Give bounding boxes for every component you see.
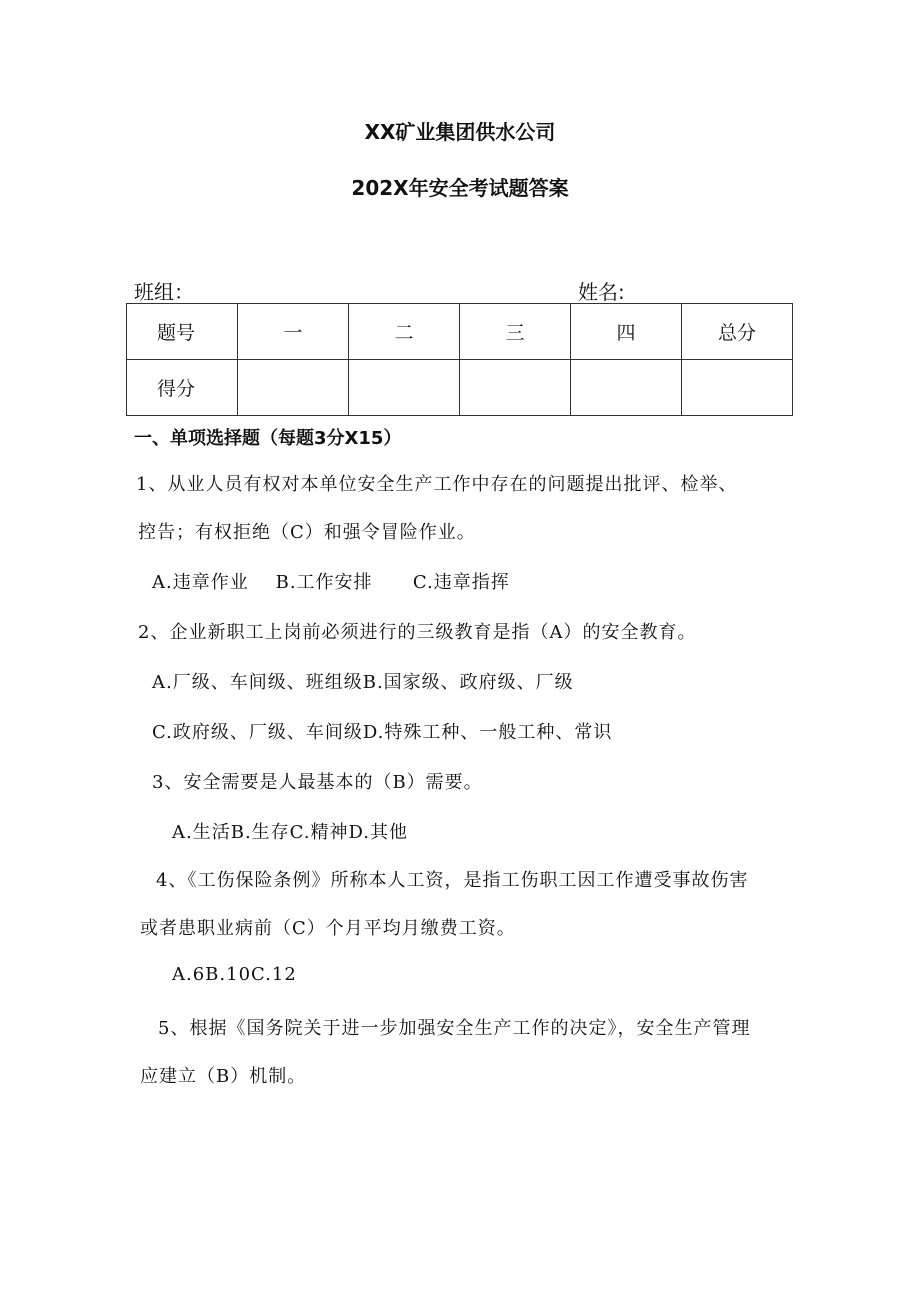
name-label: 姓名: — [578, 280, 625, 304]
header-cell-question-no: 题号 — [127, 304, 238, 360]
question-3-line-1: 3、安全需要是人最基本的（B）需要。 — [152, 772, 483, 793]
question-2-line-1: 2、企业新职工上岗前必须进行的三级教育是指（A）的安全教育。 — [138, 622, 697, 643]
question-2-options-1: A.厂级、车间级、班组级B.国家级、政府级、厂级 — [152, 672, 574, 693]
score-table — [126, 303, 793, 416]
question-5-line-1: 5、根据《国务院关于进一步加强安全生产工作的决定》，安全生产管理 — [158, 1018, 751, 1039]
company-title: XX矿业集团供水公司 — [364, 120, 556, 144]
question-4-line-1: 4、《工伤保险条例》所称本人工资，是指工伤职工因工作遭受事故伤害 — [156, 870, 749, 891]
header-cell-part-1: 一 — [238, 304, 349, 360]
exam-title: 202X年安全考试题答案 — [351, 176, 569, 200]
score-cell-part-1[interactable] — [238, 360, 349, 416]
question-1-options: A.违章作业 B.工作安排 C.违章指挥 — [152, 572, 510, 593]
question-1-line-2: 控告；有权拒绝（C）和强令冒险作业。 — [138, 522, 476, 543]
header-cell-part-4: 四 — [571, 304, 682, 360]
header-cell-part-2: 二 — [349, 304, 460, 360]
header-cell-part-3: 三 — [460, 304, 571, 360]
score-cell-part-4[interactable] — [571, 360, 682, 416]
section-heading: 一、单项选择题（每题3分X15） — [134, 428, 402, 449]
score-cell-part-3[interactable] — [460, 360, 571, 416]
score-row-label: 得分 — [127, 360, 238, 416]
header-cell-total: 总分 — [682, 304, 793, 360]
question-4-line-2: 或者患职业病前（C）个月平均月缴费工资。 — [140, 918, 516, 939]
question-5-line-2: 应建立（B）机制。 — [140, 1066, 307, 1087]
question-4-options: A.6B.10C.12 — [172, 964, 297, 985]
score-table-header-row — [127, 304, 793, 360]
question-1-line-1: 1、从业人员有权对本单位安全生产工作中存在的问题提出批评、检举、 — [136, 474, 738, 495]
score-cell-total[interactable] — [682, 360, 793, 416]
score-table-score-row — [127, 360, 793, 416]
class-label: 班组： — [134, 280, 194, 304]
question-3-options: A.生活B.生存C.精神D.其他 — [172, 822, 409, 843]
score-cell-part-2[interactable] — [349, 360, 460, 416]
question-2-options-2: C.政府级、厂级、车间级D.特殊工种、一般工种、常识 — [152, 722, 613, 743]
